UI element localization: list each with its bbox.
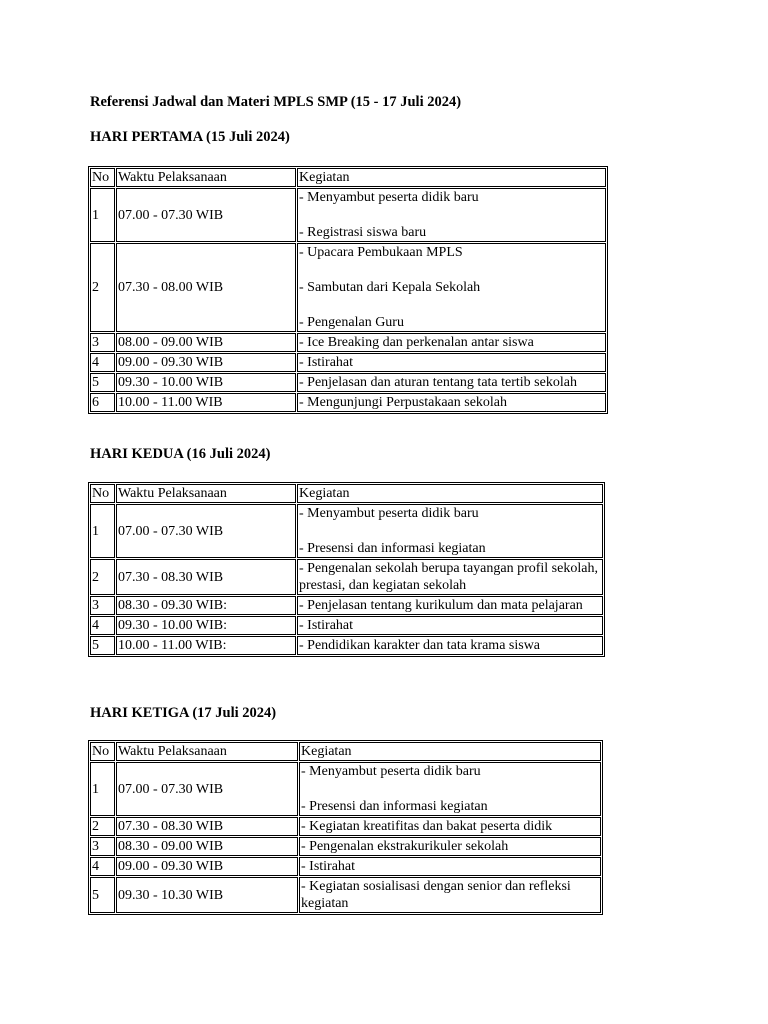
table-row [90, 817, 601, 836]
activity-item: - Istirahat [301, 859, 356, 874]
row-activities [297, 636, 603, 655]
row-activities [297, 373, 606, 392]
document-title: Referensi Jadwal dan Materi MPLS SMP (15 - 17 Juli 2024) [90, 94, 462, 110]
row-activities [297, 596, 603, 615]
row-activities [297, 559, 603, 595]
activity-item: - Pengenalan ekstrakurikuler sekolah [301, 839, 509, 854]
row-number: 4 [90, 353, 115, 372]
table-row [90, 877, 601, 913]
row-time: 07.30 - 08.30 WIB [116, 559, 296, 595]
activity-item: - Penjelasan dan aturan tentang tata tertib sekolah [299, 375, 577, 390]
row-time: 08.30 - 09.00 WIB [116, 837, 298, 856]
row-number: 3 [90, 837, 115, 856]
activity-item: - Pendidikan karakter dan tata krama siswa [299, 638, 541, 653]
row-time: 07.30 - 08.30 WIB [116, 817, 298, 836]
table-row [90, 837, 601, 856]
table-row [90, 188, 606, 242]
header-activity: Kegiatan [297, 168, 606, 187]
table-row [90, 373, 606, 392]
row-activities [299, 837, 601, 856]
table-row [90, 393, 606, 412]
table-row [90, 762, 601, 816]
header-time: Waktu Pelaksanaan [116, 742, 298, 761]
table-row [90, 504, 603, 558]
schedule-table-day3 [88, 740, 603, 915]
row-activities [299, 877, 601, 913]
row-time: 08.00 - 09.00 WIB [116, 333, 296, 352]
header-no: No [90, 742, 115, 761]
row-number: 6 [90, 393, 115, 412]
table-header-row [90, 742, 601, 761]
row-time: 10.00 - 11.00 WIB: [116, 636, 296, 655]
header-time: Waktu Pelaksanaan [116, 168, 296, 187]
table-row [90, 857, 601, 876]
row-number: 5 [90, 636, 115, 655]
row-time: 07.30 - 08.00 WIB [116, 243, 296, 332]
row-time: 09.30 - 10.00 WIB: [116, 616, 296, 635]
row-activities [299, 857, 601, 876]
header-activity: Kegiatan [299, 742, 601, 761]
row-number: 2 [90, 559, 115, 595]
row-activities [297, 353, 606, 372]
row-activities [297, 333, 606, 352]
schedule-table-day2 [88, 482, 605, 657]
activity-item: - Istirahat [299, 618, 354, 633]
activity-item: - Registrasi siswa baru [299, 225, 427, 240]
row-number: 1 [90, 504, 115, 558]
activity-item: - Istirahat [299, 355, 354, 370]
activity-item: - Mengunjungi Perpustakaan sekolah [299, 395, 508, 410]
schedule-table-day1 [88, 166, 608, 414]
header-time: Waktu Pelaksanaan [116, 484, 296, 503]
row-activities [297, 504, 603, 558]
table-row [90, 353, 606, 372]
activity-item: - Pengenalan Guru [299, 315, 404, 330]
table-row [90, 243, 606, 332]
activity-item: - Upacara Pembukaan MPLS [299, 245, 463, 260]
activity-item: - Penjelasan tentang kurikulum dan mata pelajaran [299, 598, 583, 613]
row-number: 3 [90, 596, 115, 615]
activity-item: - Presensi dan informasi kegiatan [301, 799, 488, 814]
activity-item: - Kegiatan kreatifitas dan bakat peserta didik [301, 819, 553, 834]
header-no: No [90, 168, 115, 187]
row-activities [297, 616, 603, 635]
row-time: 07.00 - 07.30 WIB [116, 762, 298, 816]
activity-item: - Menyambut peserta didik baru [301, 764, 481, 779]
row-number: 1 [90, 762, 115, 816]
activity-item: - Menyambut peserta didik baru [299, 506, 479, 521]
row-activities [297, 393, 606, 412]
row-time: 07.00 - 07.30 WIB [116, 504, 296, 558]
table-row [90, 559, 603, 595]
table-row [90, 616, 603, 635]
table-header-row [90, 484, 603, 503]
row-time: 09.30 - 10.00 WIB [116, 373, 296, 392]
row-number: 2 [90, 243, 115, 332]
row-number: 5 [90, 877, 115, 913]
row-activities [299, 762, 601, 816]
row-activities [297, 243, 606, 332]
row-time: 10.00 - 11.00 WIB [116, 393, 296, 412]
day-heading: HARI KETIGA (17 Juli 2024) [90, 705, 277, 721]
table-header-row [90, 168, 606, 187]
table-row [90, 636, 603, 655]
row-number: 4 [90, 616, 115, 635]
row-activities [299, 817, 601, 836]
row-activities [297, 188, 606, 242]
row-time: 07.00 - 07.30 WIB [116, 188, 296, 242]
activity-item: - Menyambut peserta didik baru [299, 190, 479, 205]
row-time: 09.00 - 09.30 WIB [116, 353, 296, 372]
activity-item: - Pengenalan sekolah berupa tayangan profil sekolah, prestasi, dan kegiatan sekolah [299, 561, 598, 593]
activity-item: - Ice Breaking dan perkenalan antar siswa [299, 335, 534, 350]
activity-item: - Presensi dan informasi kegiatan [299, 541, 486, 556]
row-number: 1 [90, 188, 115, 242]
row-time: 09.30 - 10.30 WIB [116, 877, 298, 913]
header-activity: Kegiatan [297, 484, 603, 503]
row-time: 08.30 - 09.30 WIB: [116, 596, 296, 615]
table-row [90, 596, 603, 615]
header-no: No [90, 484, 115, 503]
row-number: 5 [90, 373, 115, 392]
day-heading: HARI PERTAMA (15 Juli 2024) [90, 129, 290, 145]
row-number: 2 [90, 817, 115, 836]
activity-item: - Kegiatan sosialisasi dengan senior dan refleksi kegiatan [301, 879, 571, 911]
day-heading: HARI KEDUA (16 Juli 2024) [90, 446, 271, 462]
table-row [90, 333, 606, 352]
row-time: 09.00 - 09.30 WIB [116, 857, 298, 876]
row-number: 4 [90, 857, 115, 876]
activity-item: - Sambutan dari Kepala Sekolah [299, 280, 481, 295]
row-number: 3 [90, 333, 115, 352]
